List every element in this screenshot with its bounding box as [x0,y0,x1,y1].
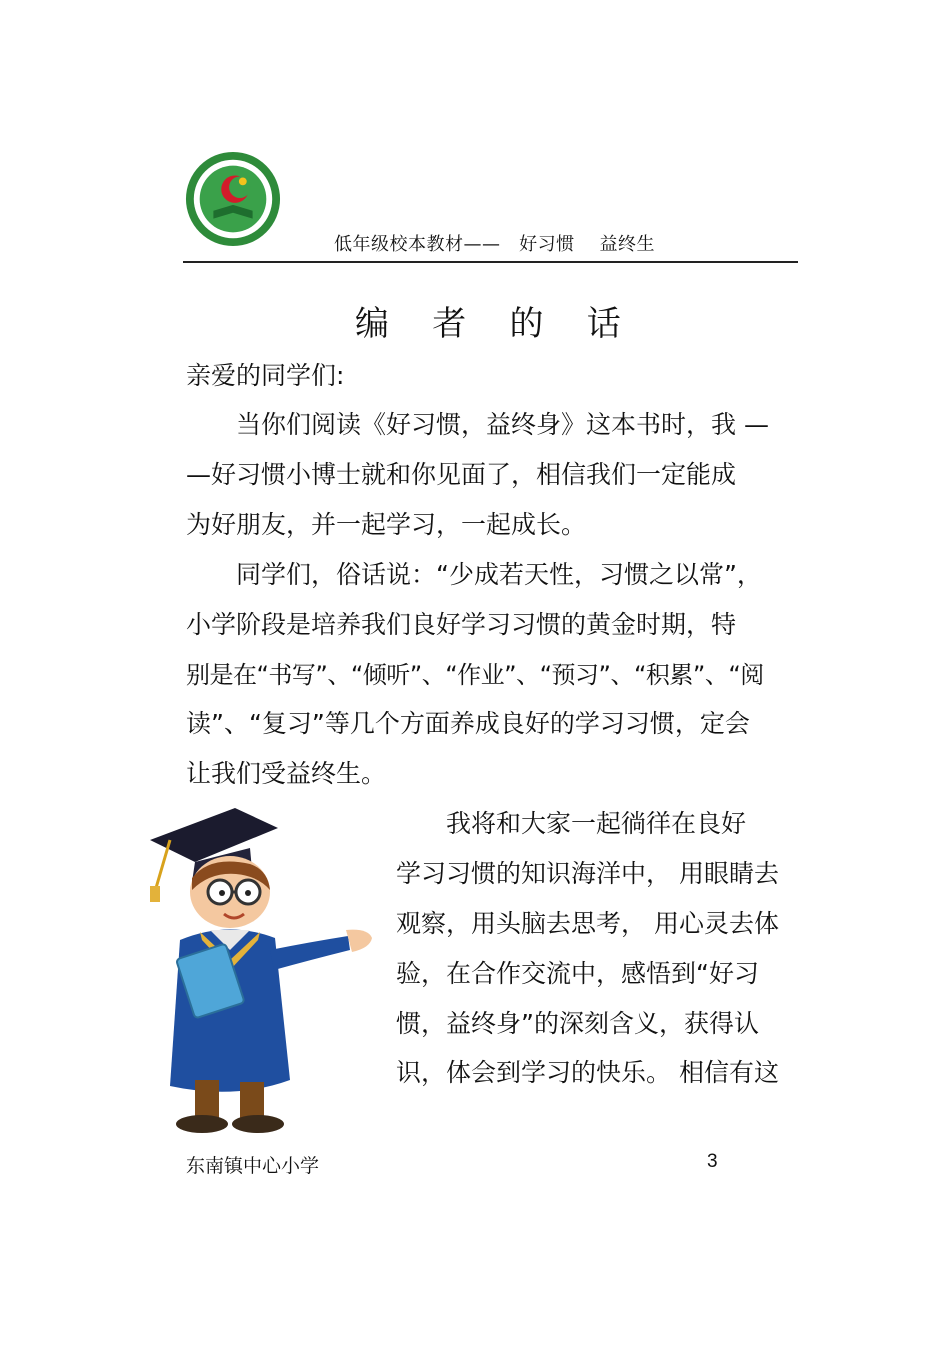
body-line: 亲爱的同学们: [186,361,345,390]
header-title: 低年级校本教材—— 好习惯 益终生 [334,234,656,255]
body-line: 小学阶段是培养我们良好学习习惯的黄金时期，特 [186,610,737,639]
side-text-line: 观察，用头脑去思考， 用心灵去体 [396,909,779,938]
body-line: 别是在“书写”、“倾听”、“作业”、“预习”、“积累”、“阅 [186,661,764,689]
side-text-line: 我将和大家一起徜徉在良好 [396,809,747,838]
side-text-line: 惯，益终身”的深刻含义，获得认 [396,1009,759,1038]
body-line: —好习惯小博士就和你见面了，相信我们一定能成 [186,460,737,489]
body-line: 读”、“复习”等几个方面养成良好的学习习惯，定会 [186,709,750,738]
school-logo-icon [184,150,282,248]
footer-school-name: 东南镇中心小学 [186,1155,320,1177]
page-title: 编 者 的 话 [355,304,621,344]
page-number: 3 [707,1151,718,1172]
body-line: 为好朋友，并一起学习，一起成长。 [186,510,587,539]
header-divider [183,261,798,263]
side-text-line: 识，体会到学习的快乐。 相信有这 [396,1058,779,1087]
body-line: 当你们阅读《好习惯，益终身》这本书时，我 — [186,410,769,439]
cartoon-doctor-figure-icon [140,800,380,1140]
side-text-line: 学习习惯的知识海洋中， 用眼睛去 [396,859,779,888]
side-text-line: 验，在合作交流中，感悟到“好习 [396,959,759,988]
body-line: 让我们受益终生。 [186,759,387,788]
body-line: 同学们，俗话说：“少成若天性，习惯之以常”， [186,560,762,589]
